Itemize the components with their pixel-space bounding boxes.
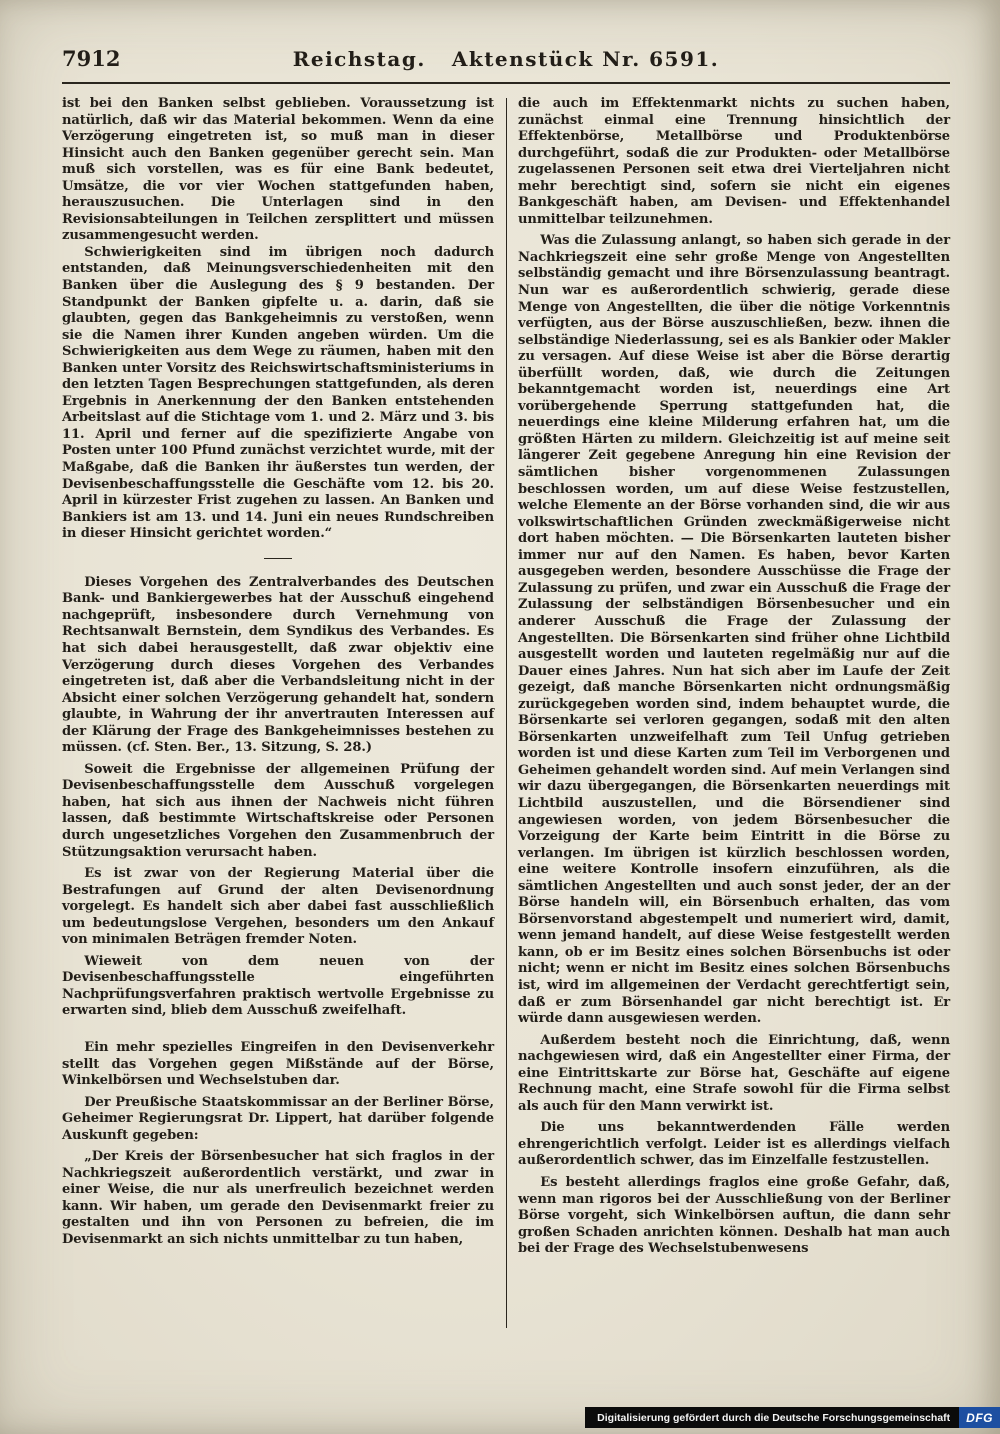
paragraph: Der Preußische Staatskommissar an der Berliner Börse, Geheimer Regierungsrat Dr. Lippert, hat darüber folgende Auskunft gegeben:: [62, 1094, 494, 1143]
paragraph: Außerdem besteht noch die Einrichtung, daß, wenn nachgewiesen wird, daß ein Angestellter einer Firma, der eine Eintrittskarte zur Börse hat, Geschäfte auf eigene Rechnung macht, eine Strafe sowohl für die Firma selbst als auch für den Mann verwirkt ist.: [518, 1032, 950, 1114]
header-journal: Reichstag.: [292, 47, 426, 71]
paragraph: Es ist zwar von der Regierung Material über die Bestrafungen auf Grund der alten Devisenordnung vorgelegt. Es handelt sich aber dabei fast ausschließlich um bedeutungslose Vergehen, besonders um den Ankauf von minimalen Beträgen fremder Noten.: [62, 866, 494, 948]
paragraph: Die uns bekanntwerdenden Fälle werden ehrengerichtlich verfolgt. Leider ist es allerdings vielfach außerordentlich schwer, das im Einzelfalle festzustellen.: [518, 1120, 950, 1169]
text-columns: [62, 96, 950, 1374]
dfg-logo: DFG: [959, 1407, 1000, 1428]
paragraph: „Der Kreis der Börsenbesucher hat sich fraglos in der Nachkriegszeit außerordentlich verstärkt, und zwar in einer Weise, die nur als unerfreulich bezeichnet werden kann. Wir haben, um gerade den Devisenmarkt freier zu gestalten und ihn von Personen zu befreien, die im Devisenmarkt an sich nichts unmittelbar zu tun haben,: [62, 1149, 494, 1247]
paragraph: Wieweit von dem neuen von der Devisenbeschaffungsstelle eingeführten Nachprüfungsverfahren praktisch wertvolle Ergebnisse zu erwarten sind, blieb dem Ausschuß zweifelhaft.: [62, 953, 494, 1019]
left-column: [62, 96, 494, 1374]
header-rule: [62, 82, 950, 84]
paragraph: Dieses Vorgehen des Zentralverbandes des Deutschen Bank- und Bankiergewerbes hat der Ausschuß eingehend nachgeprüft, insbesondere durch Vernehmung von Rechtsanwalt Bernstein, dem Syndikus des Verbandes. Es hat sich dabei herausgestellt, daß zwar objektiv eine Verzögerung durch dieses Vorgehen des Verbandes eingetreten ist, daß aber die Verbandsleitung nicht in der Absicht einer solchen Verzögerung gehandelt hat, sondern glaubte, in Wahrung der ihr anvertrauten Interessen auf der Klärung der Frage des Bankgeheimnisses bestehen zu müssen. (cf. Sten. Ber., 13. Sitzung, S. 28.): [62, 574, 494, 756]
paragraph: die auch im Effektenmarkt nichts zu suchen haben, zunächst einmal eine Trennung hinsichtlich der Effektenbörse, Metallbörse und Produktenbörse durchgeführt, sodaß die zur Produkten- oder Metallbörse zugelassenen Personen seit etwa drei Vierteljahren nicht mehr berechtigt sind, sofern sie nicht ein eigenes Bankgeschäft haben, am Devisen- und Effektenhandel unmittelbar teilzunehmen.: [518, 96, 950, 227]
section-divider: [264, 558, 292, 559]
page-number: 7912: [62, 46, 121, 71]
paragraph: Ein mehr spezielles Eingreifen in den Devisenverkehr stellt das Vorgehen gegen Mißstände auf der Börse, Winkelbörsen und Wechselstuben dar.: [62, 1039, 494, 1089]
header-document: Aktenstück Nr. 6591.: [451, 47, 720, 71]
paragraph: Soweit die Ergebnisse der allgemeinen Prüfung der Devisenbeschaffungsstelle dem Ausschuß vorgelegen haben, hat sich aus ihnen der Nachweis nicht führen lassen, daß bestimmte Wirtschaftskreise oder Personen durch ungesetzliches Vorgehen den Zusammenbruch der Stützungsaktion verursacht haben.: [62, 761, 494, 860]
column-divider-rule: [506, 98, 507, 1328]
paragraph: Was die Zulassung anlangt, so haben sich gerade in der Nachkriegszeit eine sehr große Menge von Angestellten selbständig gemacht und ihre Börsenzulassung beantragt. Nun war es außerordentlich schwierig, gerade diese Menge von Angestellten, die über die nötige Vorkenntnis verfügten, aus der Börse auszuschließen, bezw. ihnen die selbständige Niederlassung, sei es als Bankier oder Makler zu versagen. Auf diese Weise ist aber die Börse derartig überfüllt worden, daß, wie durch die Zeitungen bekanntgemacht worden ist, neuerdings eine Art vorübergehende Sperrung stattgefunden hat, die neuerdings eine kleine Milderung erfahren hat, um die größten Härten zu mildern. Gleichzeitig ist auf meine seit längerer Zeit gegebene Anregung hin eine Revision der sämtlichen bisher vorgenommenen Zulassungen beschlossen worden, um auf diese Weise festzustellen, welche Elemente an der Börse vorhanden sind, die wir aus volkswirtschaftlichen Gründen zweckmäßigerweise nicht dort haben möchten. — Die Börsenkarten lauteten bisher immer nur auf den Namen. Es haben, bevor Karten ausgegeben werden, besondere Ausschüsse die Frage der Zulassung zu prüfen, und zwar ein Ausschuß die Frage der Zulassung der selbständigen Börsenbesucher und ein anderer Ausschuß die Frage der Zulassung der Angestellten. Die Börsenkarten sind früher ohne Lichtbild ausgestellt worden und lauteten regelmäßig nur auf die Dauer eines Jahres. Nun hat sich aber im Laufe der Zeit gezeigt, daß manche Börsenkarten nicht ordnungsmäßig zurückgegeben worden sind, indem behauptet wurde, die Börsenkarte sei verloren gegangen, sodaß mit den alten Börsenkarten unzweifelhaft zum Teil Unfug getrieben worden ist und diese Karten zum Teil im Verborgenen und Geheimen gehandelt worden sind. Auf mein Verlangen sind wir dazu übergegangen, die Börsenkarten neuerdings mit Lichtbild auszustellen, und die Börsendiener sind angewiesen worden, von jedem Börsenbesucher die Vorzeigung der Karte beim Eintritt in die Börse zu verlangen. Im übrigen ist kürzlich beschlossen worden, eine weitere Kontrolle insofern einzuführen, als die sämtlichen Angestellten und auch sonst jeder, der an der Börse handeln will, ein Börsenbuch erhalten, das vom Börsenvorstand abgestempelt und numeriert wird, damit, wenn jemand handelt, auf diese Weise festgestellt werden kann, ob er im Besitz eines solchen Börsenbuchs ist oder nicht; wenn er nicht im Besitz eines solchen Börsenbuchs ist, wird im allgemeinen der Verdacht gerechtfertigt sein, daß er zum Börsenhandel gar nicht berechtigt ist. Er würde dann ausgewiesen werden.: [518, 233, 950, 1027]
right-column: [518, 96, 950, 1374]
paragraph: ist bei den Banken selbst geblieben. Voraussetzung ist natürlich, daß wir das Material bekommen. Wenn da eine Verzögerung eingetreten ist, so muß man in dieser Hinsicht auch den Banken gegenüber gerecht sein. Man muß sich vorstellen, was es für eine Bank bedeutet, Umsätze, die vor vier Wochen stattgefunden haben, herauszusuchen. Die Unterlagen sind in den Revisionsabteilungen in Teilchen zersplittert und müssen zusammengesucht werden.: [62, 96, 494, 244]
paragraph: Es besteht allerdings fraglos eine große Gefahr, daß, wenn man rigoros bei der Ausschließung von der Berliner Börse vorgeht, sich Winkelbörsen auftun, die dann sehr großen Schaden anrichten können. Deshalb hat man auch bei der Frage des Wechselstubenwesens: [518, 1175, 950, 1257]
digitization-credit: Digitalisierung gefördert durch die Deutsche Forschungsgemeinschaft: [585, 1407, 959, 1428]
digitization-footer: [585, 1407, 1000, 1428]
header-title: [62, 47, 950, 71]
column-gap: [494, 96, 518, 1374]
page-header: [62, 46, 950, 76]
paragraph: Schwierigkeiten sind im übrigen noch dadurch entstanden, daß Meinungsverschiedenheiten mit den Banken über die Auslegung des § 9 bestanden. Der Standpunkt der Banken gipfelte u. a. darin, daß sie glaubten, gegen das Bankgeheimnis zu verstoßen, wenn sie die Namen ihrer Kunden angeben würden. Um die Schwierigkeiten aus dem Wege zu räumen, haben mit den Banken unter Vorsitz des Reichswirtschaftsministeriums in den letzten Tagen Besprechungen stattgefunden, als deren Ergebnis in Anerkennung der den Banken entstehenden Arbeitslast auf die Stichtage vom 1. und 2. März und 3. bis 11. April und ferner auf die spezifizierte Angabe von Posten unter 100 Pfund zunächst verzichtet wurde, mit der Maßgabe, daß die Banken ihr äußerstes tun werden, der Devisenbeschaffungsstelle die Geschäfte vom 12. bis 20. April in kürzester Frist zugehen zu lassen. An Banken und Bankiers ist am 13. und 14. Juni ein neues Rundschreiben in dieser Hinsicht gerichtet worden.“: [62, 244, 494, 542]
